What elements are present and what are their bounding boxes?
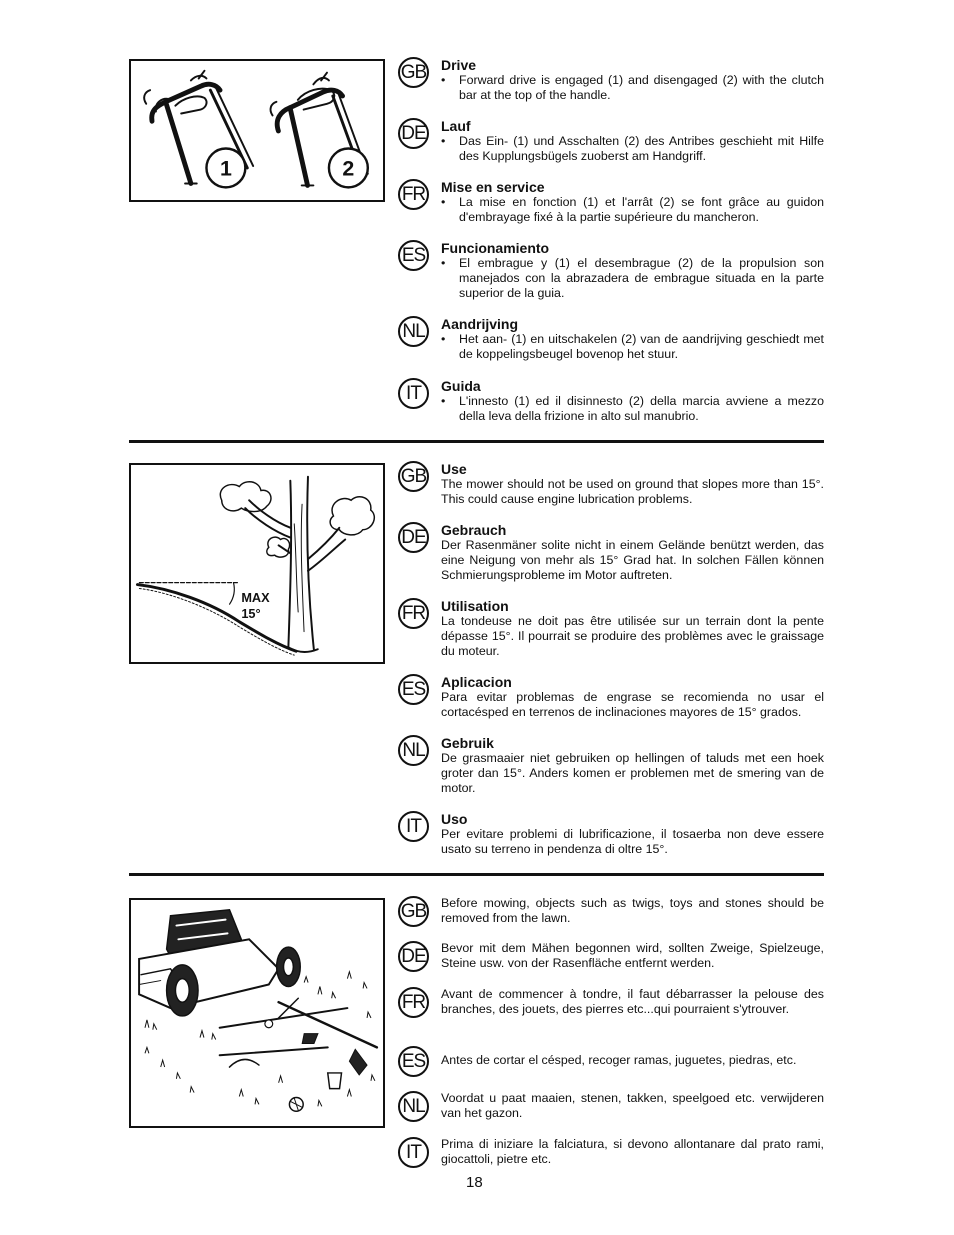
section-divider: [129, 873, 824, 876]
use-title-de: Gebrauch: [441, 522, 507, 538]
use-text-nl: De grasmaaier niet gebruiken op hellingen of taluds met een hoek groter dan 15°. Anders komen er problemen met de smering van de motor.: [441, 751, 824, 795]
use-text-es: Para evitar problemas de engrase se recomienda no usar el cortacésped en terrenos de inclinaciones mayores de 15° grados.: [441, 690, 824, 719]
drive-title-de: Lauf: [441, 118, 471, 134]
clutch-handle-drawing: [131, 61, 383, 200]
lang-badge-it: IT: [398, 1137, 429, 1168]
bullet-icon: •: [441, 256, 446, 270]
drive-text-de: Das Ein- (1) und Asschalten (2) des Antribes geschieht mit Hilfe des Kupplungsbügels zuoberst am Handgriff.: [459, 134, 824, 163]
clear-text-es: Antes de cortar el césped, recoger ramas, juguetes, piedras, etc.: [441, 1053, 797, 1067]
clear-text-it: Prima di iniziare la falciatura, si devono allontanare dal prato rami, giocattoli, pietre etc.: [441, 1137, 824, 1166]
slope-tree-drawing: [131, 465, 383, 662]
drive-text-fr: La mise en fonction (1) et l'arrât (2) se font grâce au guidon d'embrayage fixé à la partie supérieure du mancheron.: [459, 195, 824, 224]
mower-debris-drawing: [131, 900, 383, 1126]
lang-badge-nl: NL: [398, 1091, 429, 1122]
drive-text-nl: Het aan- (1) en uitschakelen (2) van de aandrijving geschiedt met de koppelingsbeugel bovenop het stuur.: [459, 332, 824, 361]
drive-text-gb: Forward drive is engaged (1) and disengaged (2) with the clutch bar at the top of the handle.: [459, 73, 824, 102]
use-title-it: Uso: [441, 811, 468, 827]
drive-text-es: El embrague y (1) el desembrague (2) de la propulsion son manejados con la abrazadera de embrague situada en la parte superior de la guia.: [459, 256, 824, 300]
lang-badge-gb: GB: [398, 57, 429, 88]
bullet-icon: •: [441, 134, 446, 148]
bullet-icon: •: [441, 394, 446, 408]
clear-text-de: Bevor mit dem Mähen begonnen wird, sollten Zweige, Spielzeuge, Steine usw. von der Rasenfläche entfernt werden.: [441, 941, 824, 970]
use-title-nl: Gebruik: [441, 735, 494, 751]
lang-badge-de: DE: [398, 941, 429, 972]
lang-badge-de: DE: [398, 118, 429, 149]
lang-badge-it: IT: [398, 811, 429, 842]
step-1-label: 1: [219, 156, 232, 181]
lang-badge-nl: NL: [398, 735, 429, 766]
use-text-de: Der Rasenmäner solite nicht in einem Gelände benützt werden, das eine Neigung von mehr als 15° Grad hat. In solchen Fällen können Schmierungsprobleme im Motor auftreten.: [441, 538, 824, 582]
angle-label: 15°: [241, 605, 261, 621]
clear-text-gb: Before mowing, objects such as twigs, toys and stones should be removed from the lawn.: [441, 896, 824, 925]
bullet-icon: •: [441, 195, 446, 209]
lang-badge-gb: GB: [398, 461, 429, 492]
bullet-icon: •: [441, 73, 446, 87]
use-title-gb: Use: [441, 461, 467, 477]
section-divider: [129, 440, 824, 443]
lang-badge-fr: FR: [398, 598, 429, 629]
lang-badge-es: ES: [398, 1046, 429, 1077]
use-text-it: Per evitare problemi di lubrificazione, il tosaerba non deve essere usato su terreno in pendenza di oltre 15°.: [441, 827, 824, 856]
drive-illustration: [129, 59, 385, 202]
use-title-fr: Utilisation: [441, 598, 509, 614]
lang-badge-fr: FR: [398, 179, 429, 210]
use-title-es: Aplicacion: [441, 674, 512, 690]
drive-text-it: L'innesto (1) ed il disinnesto (2) della marcia avviene a mezzo della leva della frizione in alto sul manubrio.: [459, 394, 824, 423]
drive-title-it: Guida: [441, 378, 481, 394]
slope-illustration: [129, 463, 385, 664]
lang-badge-es: ES: [398, 240, 429, 271]
lang-badge-de: DE: [398, 522, 429, 553]
drive-title-nl: Aandrijving: [441, 316, 519, 332]
use-text-gb: The mower should not be used on ground that slopes more than 15°. This could cause engine lubrication problems.: [441, 477, 824, 506]
lang-badge-it: IT: [398, 378, 429, 409]
max-label: MAX: [241, 590, 270, 606]
bullet-icon: •: [441, 332, 446, 346]
lang-badge-es: ES: [398, 674, 429, 705]
use-text-fr: La tondeuse ne doit pas être utilisée sur un terrain dont la pente dépasse 15°. Il pourrait se produire des problèmes avec le graissage du moteur.: [441, 614, 824, 658]
step-2-label: 2: [342, 156, 355, 181]
page-number: 18: [466, 1174, 483, 1191]
clear-text-nl: Voordat u paat maaien, stenen, takken, speelgoed etc. verwijderen van het gazon.: [441, 1091, 824, 1120]
lang-badge-fr: FR: [398, 987, 429, 1018]
lang-badge-gb: GB: [398, 896, 429, 927]
clear-text-fr: Avant de commencer à tondre, il faut débarrasser la pelouse des branches, des jouets, des pierres etc...qui pourraient s'ytrouver.: [441, 987, 824, 1016]
lawn-debris-illustration: [129, 898, 385, 1128]
lang-badge-nl: NL: [398, 316, 429, 347]
drive-title-fr: Mise en service: [441, 179, 545, 195]
drive-title-gb: Drive: [441, 57, 477, 73]
drive-title-es: Funcionamiento: [441, 240, 550, 256]
